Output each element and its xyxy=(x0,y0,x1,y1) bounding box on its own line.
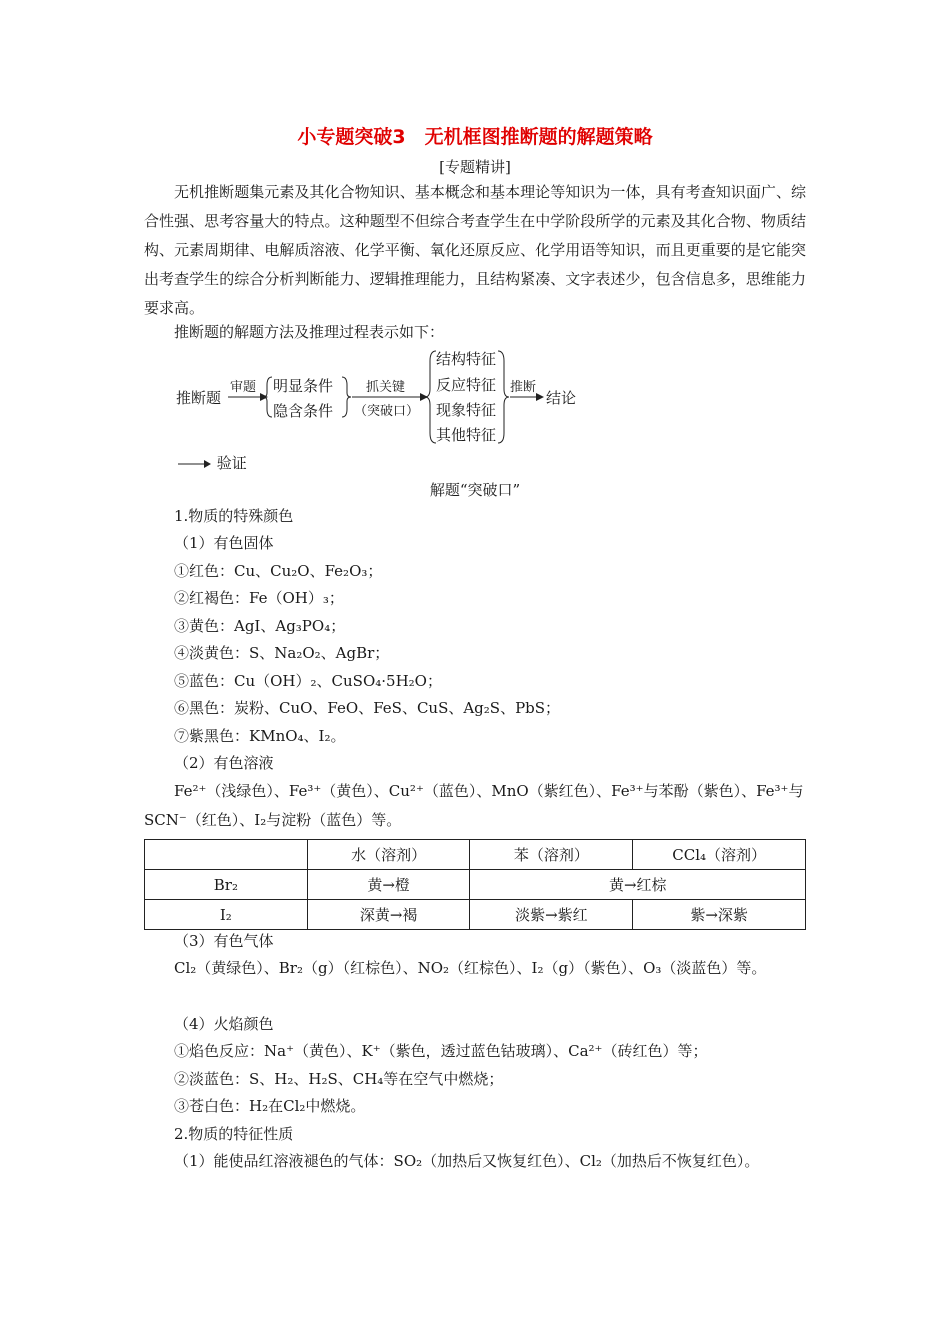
flow-start: 推断题 xyxy=(176,389,222,407)
solid-item-blue: ⑤蓝色：Cu（OH）₂、CuSO₄·5H₂O； xyxy=(174,672,442,690)
table-cell: 紫→深紫 xyxy=(633,900,806,930)
table-cell: 淡紫→紫红 xyxy=(470,900,633,930)
table-row xyxy=(145,900,806,930)
s2-item1: （1）能使品红溶液褪色的气体：SO₂（加热后又恢复红色）、Cl₂（加热后不恢复红色）。 xyxy=(174,1152,760,1170)
solid-item-black: ⑥黑色：炭粉、CuO、FeO、FeS、CuS、Ag₂S、PbS； xyxy=(174,699,561,717)
method-intro: 推断题的解题方法及推理过程表示如下： xyxy=(174,323,445,341)
flow-feature-structure: 结构特征 xyxy=(436,350,497,368)
flame-item-pale-white: ③苍白色：H₂在Cl₂中燃烧。 xyxy=(174,1097,366,1115)
flow-verify: 验证 xyxy=(216,454,247,472)
solid-item-red: ①红色：Cu、Cu₂O、Fe₂O₃； xyxy=(174,562,383,580)
flow-condition-explicit: 明显条件 xyxy=(273,377,334,395)
halogen-color-table xyxy=(144,839,806,930)
verify-arrow xyxy=(176,458,212,470)
flow-arrow3-label: 推断 xyxy=(510,380,537,395)
intro-paragraph: 无机推断题集元素及其化合物知识、基本概念和基本理论等知识为一体，具有考查知识面广、综合性强、思考容量大的特点。这种题型不但综合考查学生在中学阶段所学的元素及其化合物、物质结构、元素周期律、电解质溶液、化学平衡、氧化还原反应、化学用语等知识，而且更重要的是它能突出考查学生的综合分析判断能力、逻辑推理能力，且结构紧凑、文字表述少，包含信息多，思维能力要求高。 xyxy=(144,183,806,317)
table-header-cell: 苯（溶剂） xyxy=(470,840,633,870)
flame-item-test: ①焰色反应：Na⁺（黄色）、K⁺（紫色，透过蓝色钴玻璃）、Ca²⁺（砖红色）等； xyxy=(174,1042,708,1060)
flame-heading: （4）火焰颜色 xyxy=(174,1015,274,1033)
flow-feature-phenomenon: 现象特征 xyxy=(436,401,497,419)
flow-arrow1-label: 审题 xyxy=(230,380,257,395)
table-row xyxy=(145,870,806,900)
solution-text: Fe²⁺（浅绿色）、Fe³⁺（黄色）、Cu²⁺（蓝色）、MnO（紫红色）、Fe³⁺与苯酚（紫色）、Fe³⁺与SCN⁻（红色）、I₂与淀粉（蓝色）等。 xyxy=(144,782,804,829)
s1-heading: 1.物质的特殊颜色 xyxy=(174,507,294,525)
table-row xyxy=(145,840,806,870)
section-tag: [专题精讲] xyxy=(439,158,511,176)
flow-result: 结论 xyxy=(546,389,577,407)
solid-item-red-brown: ②红褐色：Fe（OH）₃； xyxy=(174,589,344,607)
table-cell: Br₂ xyxy=(145,870,308,900)
solid-item-purple-black: ⑦紫黑色：KMnO₄、I₂。 xyxy=(174,727,346,745)
table-header-cell: 水（溶剂） xyxy=(307,840,470,870)
flow-feature-reaction: 反应特征 xyxy=(436,376,497,394)
flow-arrow2-label-top: 抓关键 xyxy=(366,380,406,395)
page-title: 小专题突破3 无机框图推断题的解题策略 xyxy=(297,126,653,148)
solution-heading: （2）有色溶液 xyxy=(174,754,274,772)
table-cell: 深黄→褐 xyxy=(307,900,470,930)
table-cell: I₂ xyxy=(145,900,308,930)
solid-item-yellow: ③黄色：AgI、Ag₃PO₄； xyxy=(174,617,346,635)
table-cell: 黄→红棕 xyxy=(470,870,806,900)
table-header-cell: CCl₄（溶剂） xyxy=(633,840,806,870)
gas-heading: （3）有色气体 xyxy=(174,932,274,950)
flow-feature-other: 其他特征 xyxy=(436,426,497,444)
breakthrough-heading: 解题“突破口” xyxy=(429,481,521,499)
s2-heading: 2.物质的特征性质 xyxy=(174,1125,294,1143)
gas-text: Cl₂（黄绿色）、Br₂（g）（红棕色）、NO₂（红棕色）、I₂（g）（紫色）、O₃（淡蓝色）等。 xyxy=(174,959,767,977)
flow-verify-row xyxy=(176,452,247,473)
flame-item-pale-blue: ②淡蓝色：S、H₂、H₂S、CH₄等在空气中燃烧； xyxy=(174,1070,504,1088)
table-cell: 黄→橙 xyxy=(307,870,470,900)
reasoning-flow-diagram xyxy=(176,347,616,447)
flow-condition-implicit: 隐含条件 xyxy=(273,402,334,420)
flow-arrow2-label-bottom: （突破口） xyxy=(354,404,420,419)
solid-heading: （1）有色固体 xyxy=(174,534,274,552)
table-header-cell xyxy=(145,840,308,870)
solid-item-pale-yellow: ④淡黄色：S、Na₂O₂、AgBr； xyxy=(174,644,390,662)
